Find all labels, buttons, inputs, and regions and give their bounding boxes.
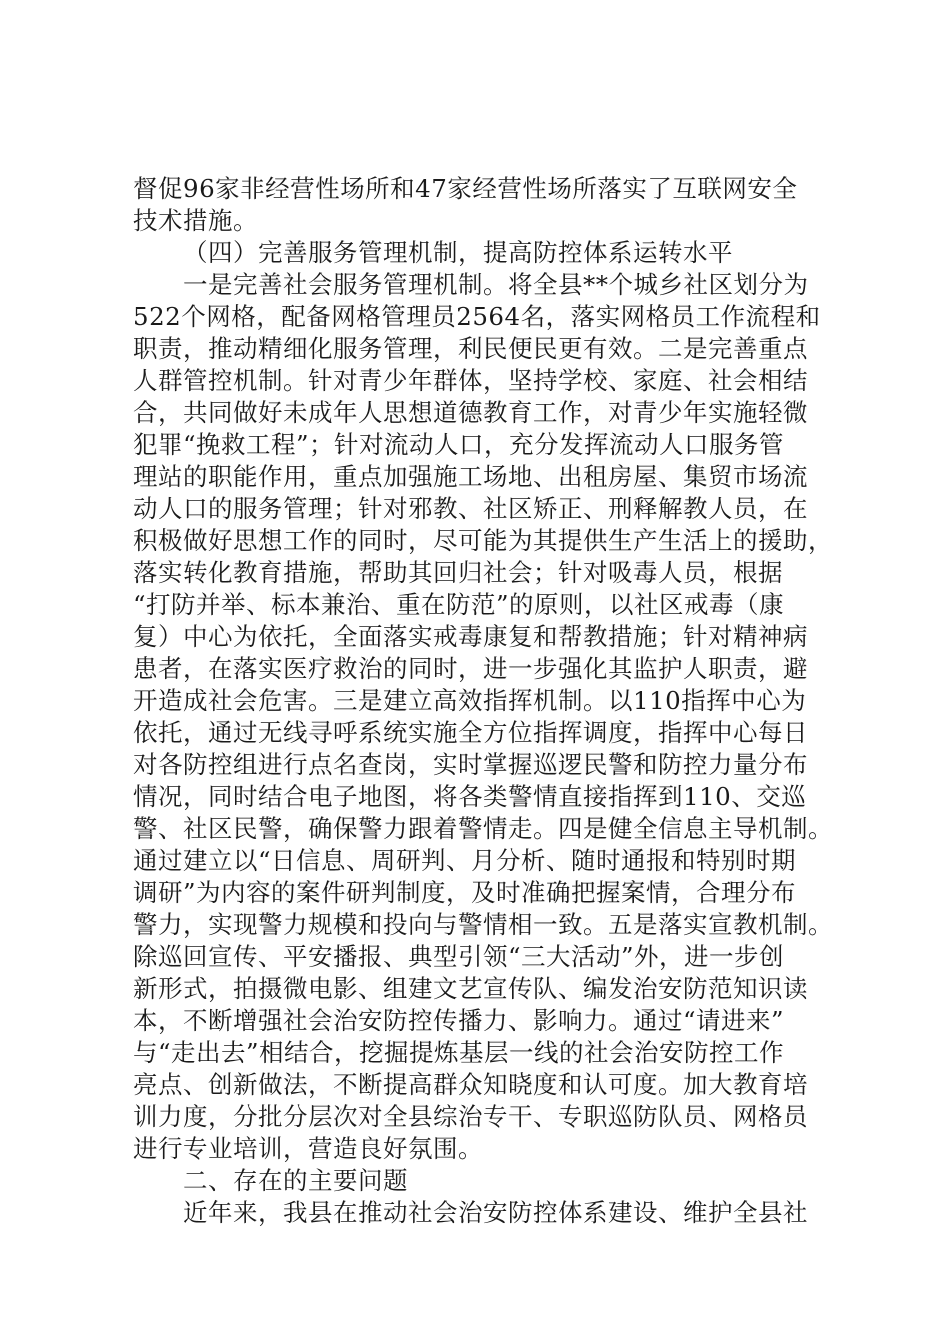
text-line-21: 警、社区民警，确保警力跟着警情走。四是健全信息主导机制。 bbox=[133, 814, 833, 843]
text-line-4: 一是完善社会服务管理机制。将全县**个城乡社区划分为 bbox=[183, 270, 809, 299]
text-line-8: 合，共同做好未成年人思想道德教育工作，对青少年实施轻微 bbox=[133, 398, 808, 427]
text-line-9: 犯罪“挽救工程”；针对流动人口，充分发挥流动人口服务管 bbox=[133, 430, 785, 459]
text-line-7: 人群管控机制。针对青少年群体，坚持学校、家庭、社会相结 bbox=[133, 366, 808, 395]
text-line-1: 督促96家非经营性场所和47家经营性场所落实了互联网安全 bbox=[133, 174, 798, 203]
text-line-17: 开造成社会危害。三是建立高效指挥机制。以110指挥中心为 bbox=[133, 686, 807, 715]
text-line-12: 积极做好思想工作的同时，尽可能为其提供生产生活上的援助， bbox=[133, 526, 833, 555]
text-line-23: 调研”为内容的案件研判制度，及时准确把握案情，合理分布 bbox=[133, 878, 797, 907]
text-line-18: 依托，通过无线寻呼系统实施全方位指挥调度，指挥中心每日 bbox=[133, 718, 808, 747]
text-line-31: 进行专业培训，营造良好氛围。 bbox=[133, 1134, 483, 1163]
text-line-24: 警力，实现警力规模和投向与警情相一致。五是落实宣教机制。 bbox=[133, 910, 833, 939]
text-line-27: 本，不断增强社会治安防控传播力、影响力。通过“请进来” bbox=[133, 1006, 785, 1035]
section-heading-4: （四）完善服务管理机制，提高防控体系运转水平 bbox=[183, 238, 733, 267]
text-line-20: 情况，同时结合电子地图，将各类警情直接指挥到110、交巡 bbox=[133, 782, 807, 811]
text-line-28: 与“走出去”相结合，挖掘提炼基层一线的社会治安防控工作 bbox=[133, 1038, 785, 1067]
text-line-19: 对各防控组进行点名查岗，实时掌握巡逻民警和防控力量分布 bbox=[133, 750, 808, 779]
text-line-16: 患者，在落实医疗救治的同时，进一步强化其监护人职责，避 bbox=[133, 654, 808, 683]
text-line-11: 动人口的服务管理；针对邪教、社区矫正、刑释解教人员，在 bbox=[133, 494, 808, 523]
text-line-5: 522个网格，配备网格管理员2564名，落实网格员工作流程和 bbox=[133, 302, 821, 331]
text-line-15: 复）中心为依托，全面落实戒毒康复和帮教措施；针对精神病 bbox=[133, 622, 808, 651]
text-line-25: 除巡回宣传、平安播报、典型引领“三大活动”外，进一步创 bbox=[133, 942, 785, 971]
text-line-30: 训力度，分批分层次对全县综治专干、专职巡防队员、网格员 bbox=[133, 1102, 808, 1131]
text-line-29: 亮点、创新做法，不断提高群众知晓度和认可度。加大教育培 bbox=[133, 1070, 808, 1099]
text-line-2: 技术措施。 bbox=[133, 206, 258, 235]
section-heading-2: 二、存在的主要问题 bbox=[183, 1166, 408, 1195]
text-line-10: 理站的职能作用，重点加强施工场地、出租房屋、集贸市场流 bbox=[133, 462, 808, 491]
text-line-13: 落实转化教育措施，帮助其回归社会；针对吸毒人员，根据 bbox=[133, 558, 783, 587]
text-line-33: 近年来，我县在推动社会治安防控体系建设、维护全县社 bbox=[183, 1198, 808, 1227]
text-line-26: 新形式，拍摄微电影、组建文艺宣传队、编发治安防范知识读 bbox=[133, 974, 808, 1003]
text-line-14: “打防并举、标本兼治、重在防范”的原则，以社区戒毒（康 bbox=[133, 590, 785, 619]
text-line-6: 职责，推动精细化服务管理，利民便民更有效。二是完善重点 bbox=[133, 334, 808, 363]
text-line-22: 通过建立以“日信息、周研判、月分析、随时通报和特别时期 bbox=[133, 846, 797, 875]
